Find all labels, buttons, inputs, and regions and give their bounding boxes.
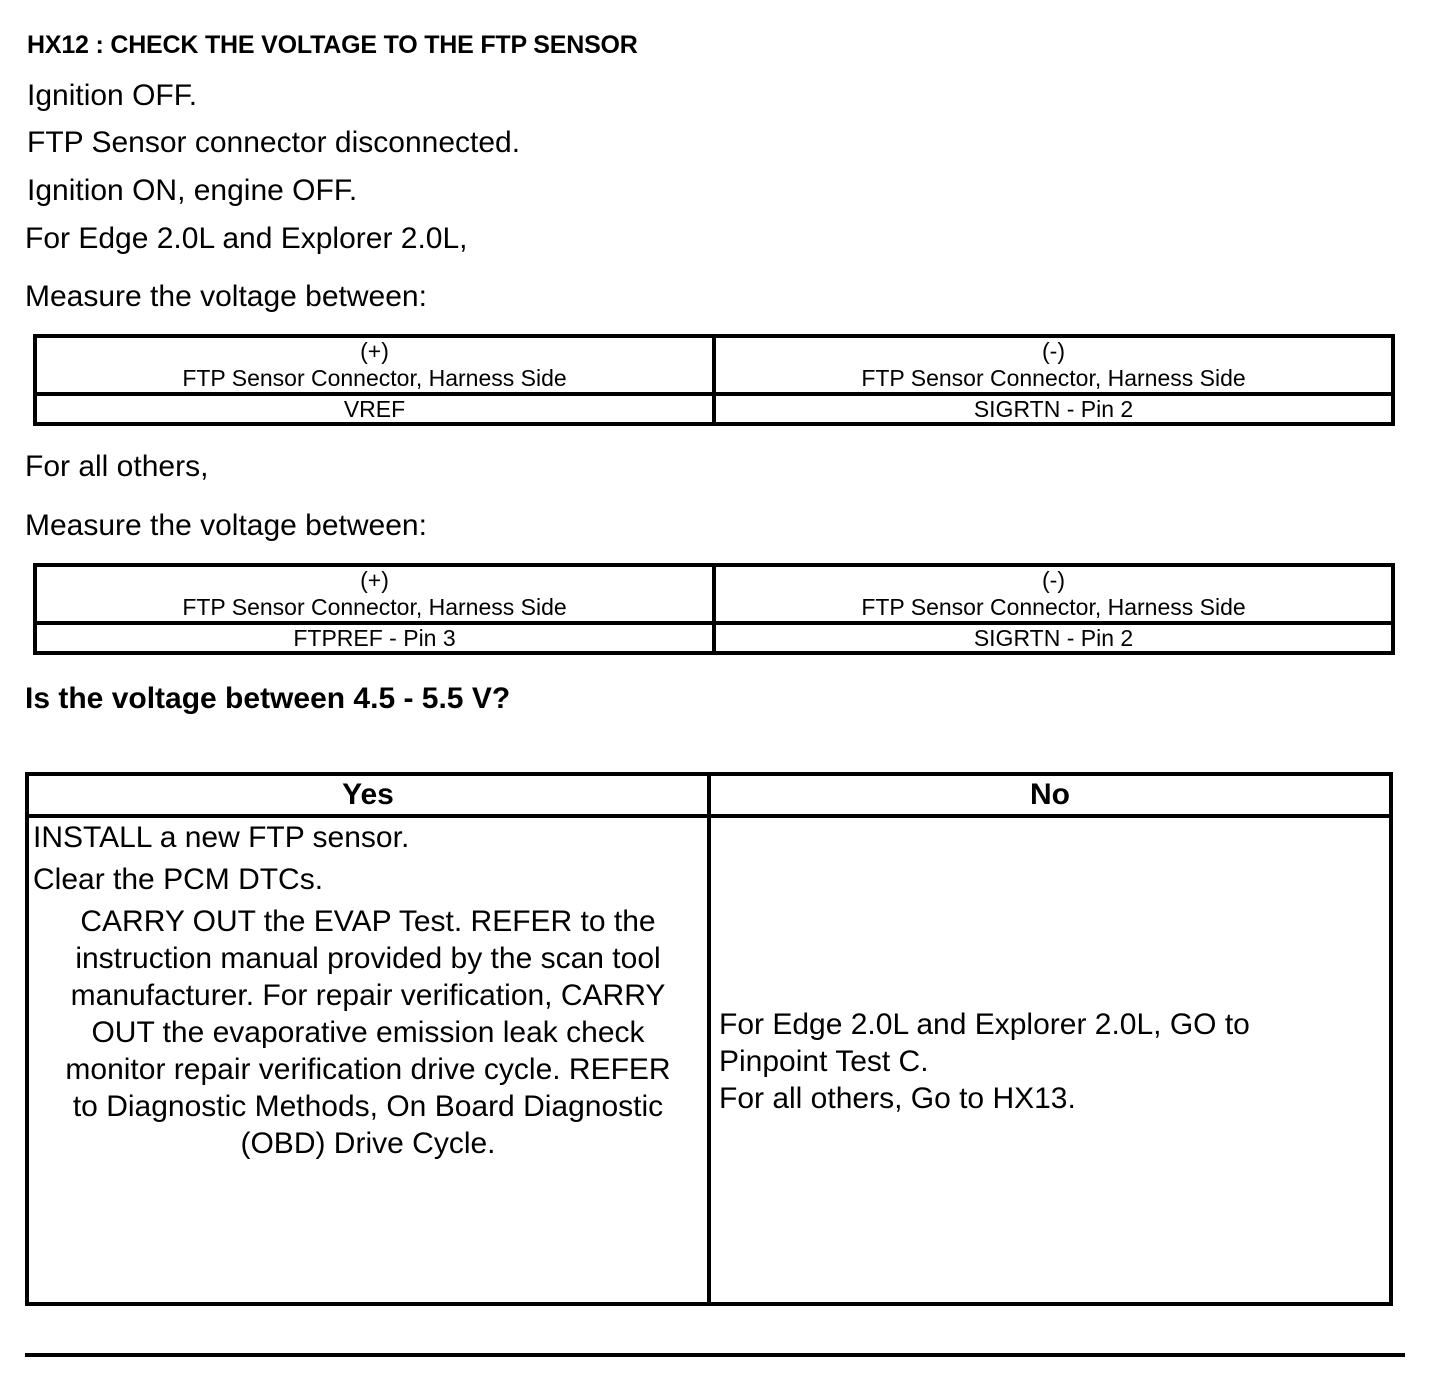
yes-para-line: monitor repair verification drive cycle. REFER — [65, 1053, 671, 1086]
negative-header: FTP Sensor Connector, Harness Side — [861, 365, 1246, 391]
yes-header: Yes — [27, 774, 709, 816]
bottom-divider — [25, 1353, 1405, 1357]
yes-para-line: instruction manual provided by the scan tool — [75, 942, 661, 975]
no-header: No — [709, 774, 1391, 816]
yes-para-line: OUT the evaporative emission leak check — [91, 1016, 645, 1049]
no-line: For all others, Go to HX13. — [719, 1082, 1076, 1115]
step-title: HX12 : CHECK THE VOLTAGE TO THE FTP SENSOR — [27, 31, 638, 59]
step-connector-disconnected: FTP Sensor connector disconnected. — [27, 126, 521, 159]
no-instructions — [719, 1006, 1250, 1117]
measurement-table-others — [33, 563, 1395, 655]
no-cell — [709, 816, 1391, 1304]
negative-value: SIGRTN - Pin 2 — [714, 394, 1393, 424]
no-line: For Edge 2.0L and Explorer 2.0L, GO to — [719, 1008, 1250, 1041]
voltage-question: Is the voltage between 4.5 - 5.5 V? — [25, 682, 511, 715]
positive-value: FTPREF - Pin 3 — [35, 623, 714, 653]
step-measure-2: Measure the voltage between: — [25, 509, 427, 542]
positive-sign: (+) — [360, 567, 389, 593]
step-measure-1: Measure the voltage between: — [25, 280, 427, 313]
step-ignition-off: Ignition OFF. — [27, 79, 198, 112]
step-edge-explorer: For Edge 2.0L and Explorer 2.0L, — [25, 222, 468, 255]
negative-sign: (-) — [1042, 567, 1065, 593]
negative-sign: (-) — [1042, 338, 1065, 364]
yes-cell — [27, 816, 709, 1304]
negative-value: SIGRTN - Pin 2 — [714, 623, 1393, 653]
positive-value: VREF — [35, 394, 714, 424]
negative-header: FTP Sensor Connector, Harness Side — [861, 594, 1246, 620]
result-table — [25, 772, 1393, 1306]
negative-header-cell — [714, 336, 1393, 394]
yes-para-line: (OBD) Drive Cycle. — [240, 1127, 496, 1160]
yes-clear-line: Clear the PCM DTCs. — [33, 863, 324, 896]
positive-header: FTP Sensor Connector, Harness Side — [182, 365, 567, 391]
positive-header-cell — [35, 336, 714, 394]
measurement-table-edge — [33, 334, 1395, 426]
positive-header-cell — [35, 565, 714, 623]
step-all-others: For all others, — [25, 450, 209, 483]
positive-header: FTP Sensor Connector, Harness Side — [182, 594, 567, 620]
negative-header-cell — [714, 565, 1393, 623]
yes-para-line: manufacturer. For repair verification, CARRY — [70, 979, 666, 1012]
step-ignition-on: Ignition ON, engine OFF. — [27, 174, 358, 207]
yes-para-line: CARRY OUT the EVAP Test. REFER to the — [80, 905, 656, 938]
yes-para-line: to Diagnostic Methods, On Board Diagnostic — [72, 1090, 664, 1123]
no-line: Pinpoint Test C. — [719, 1045, 929, 1078]
yes-install-line: INSTALL a new FTP sensor. — [33, 821, 410, 854]
positive-sign: (+) — [360, 338, 389, 364]
